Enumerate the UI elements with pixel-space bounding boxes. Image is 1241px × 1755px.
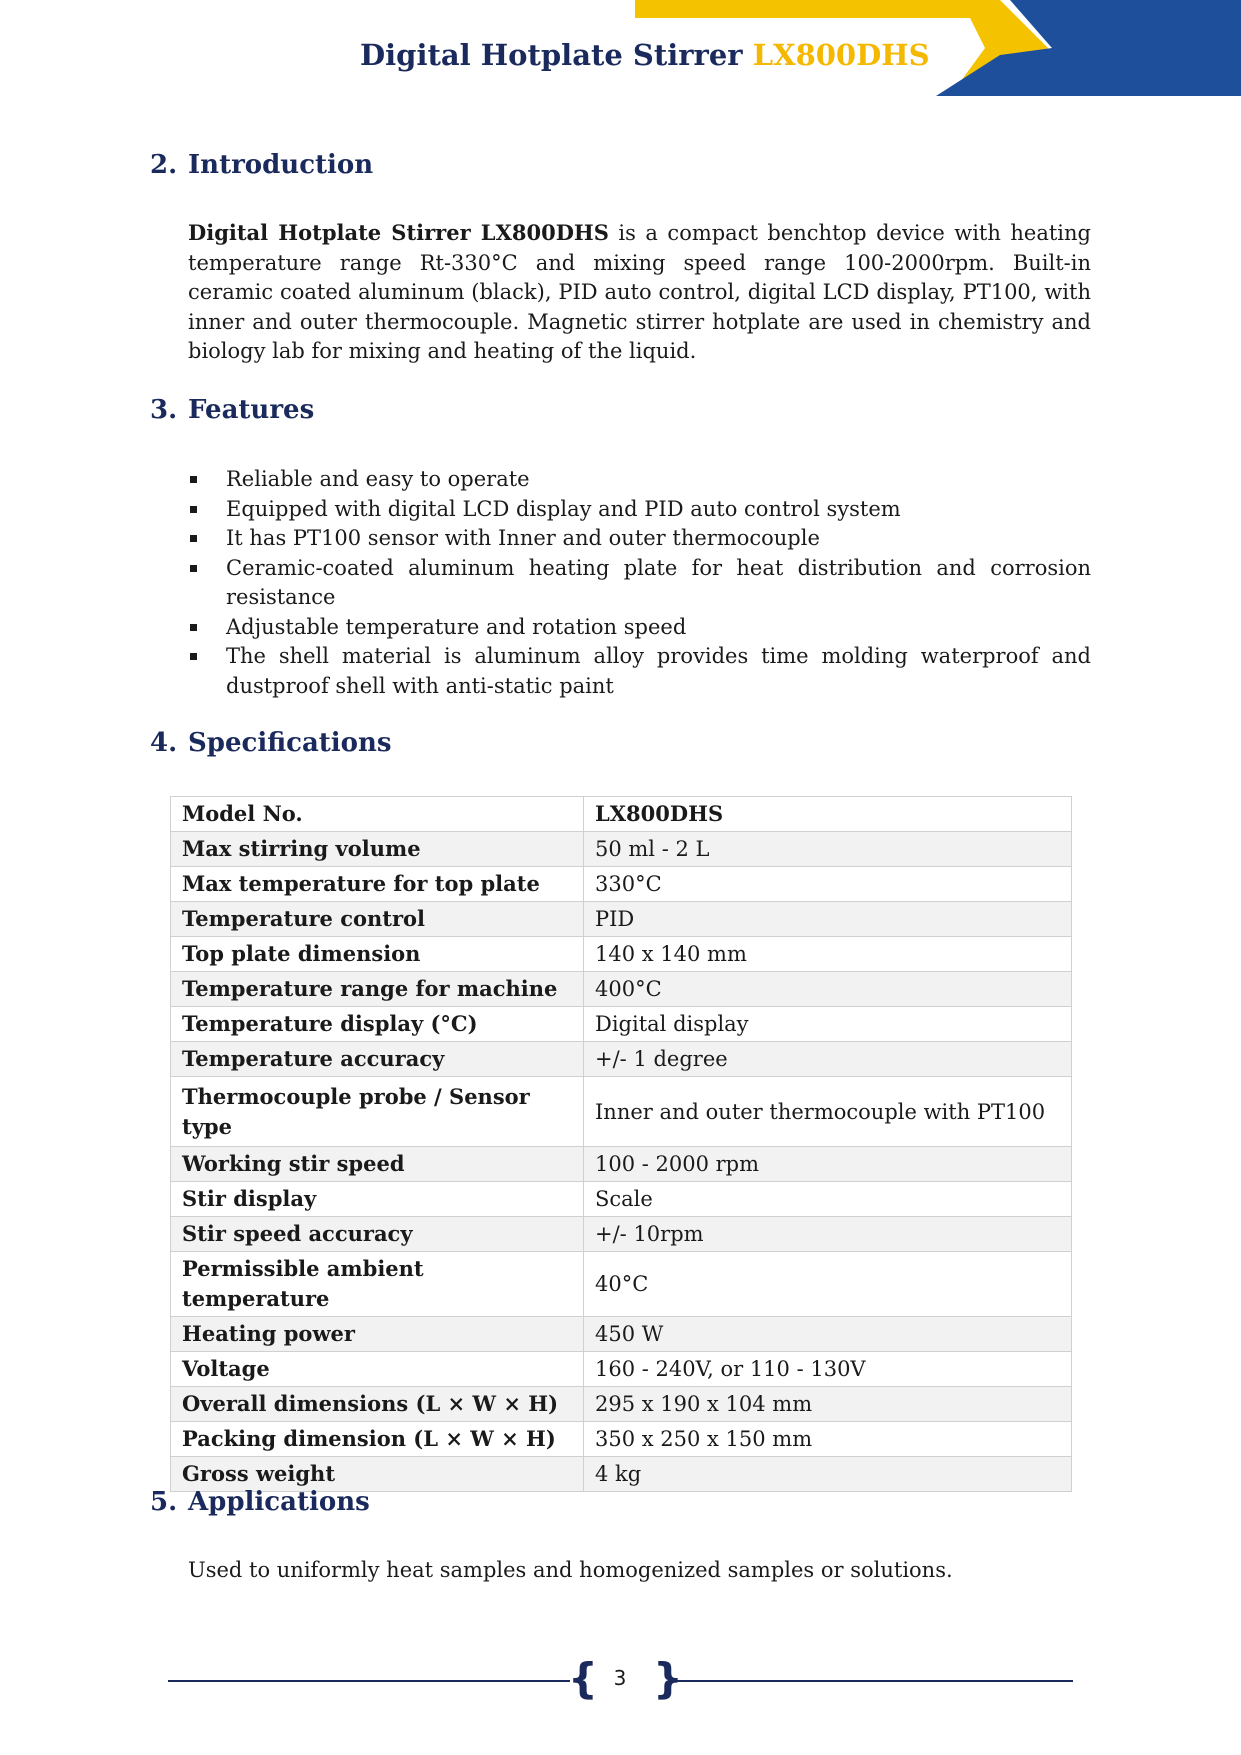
spec-key: Working stir speed [171,1147,584,1182]
footer-bracket-right: } [653,1654,683,1703]
spec-value: Inner and outer thermocouple with PT100 [584,1077,1072,1147]
spec-value: 140 x 140 mm [584,937,1072,972]
spec-key: Max stirring volume [171,832,584,867]
spec-value: Scale [584,1182,1072,1217]
section-number: 5. [150,1487,178,1517]
spec-value: 100 - 2000 rpm [584,1147,1072,1182]
spec-key: Stir speed accuracy [171,1217,584,1252]
table-row [171,1217,1072,1252]
section-heading-features [150,395,314,425]
table-row [171,1007,1072,1042]
spec-value: 40°C [584,1252,1072,1317]
spec-key: Temperature range for machine [171,972,584,1007]
section-heading-specifications [150,728,392,758]
spec-value: 50 ml - 2 L [584,832,1072,867]
spec-key: Temperature accuracy [171,1042,584,1077]
spec-key: Model No. [171,797,584,832]
table-row [171,1387,1072,1422]
specifications-table [170,796,1072,1492]
spec-key: Heating power [171,1317,584,1352]
table-row [171,832,1072,867]
spec-key: Top plate dimension [171,937,584,972]
table-row [171,867,1072,902]
section-number: 4. [150,728,178,758]
page-number: 3 [613,1666,627,1690]
spec-value: Digital display [584,1007,1072,1042]
title-model: LX800DHS [752,38,930,72]
spec-value: 350 x 250 x 150 mm [584,1422,1072,1457]
feature-item: It has PT100 sensor with Inner and outer thermocouple [188,524,1091,554]
feature-item: Adjustable temperature and rotation speed [188,613,1091,643]
spec-value: 400°C [584,972,1072,1007]
spec-key: Temperature control [171,902,584,937]
spec-value: PID [584,902,1072,937]
footer-rule-right [668,1680,1073,1682]
section-number: 3. [150,395,178,425]
introduction-lead: Digital Hotplate Stirrer LX800DHS [188,220,609,245]
features-list [188,465,1091,701]
spec-key: Packing dimension (L × W × H) [171,1422,584,1457]
section-title: Features [188,395,315,425]
table-row [171,1422,1072,1457]
table-row [171,1352,1072,1387]
section-number: 2. [150,150,178,180]
introduction-text: is a compact benchtop device with heating temperature range Rt-330°C and mixing speed range 100-2000rpm. Built-in ceramic coated aluminum (black), PID auto control, digital LCD display, PT100, with inner and outer thermocouple. Magnetic stirrer hotplate are used in chemistry and biology lab for mixing and heating of the liquid. [188,221,1091,363]
section-title: Applications [188,1487,370,1517]
section-heading-applications [150,1487,370,1517]
document-title [360,38,930,72]
spec-value: 450 W [584,1317,1072,1352]
spec-value: LX800DHS [584,797,1072,832]
table-row [171,1147,1072,1182]
spec-key: Gross weight [171,1457,584,1492]
introduction-paragraph [188,218,1091,367]
section-title: Specifications [188,728,392,758]
table-row [171,937,1072,972]
feature-item: Reliable and easy to operate [188,465,1091,495]
spec-value: 330°C [584,867,1072,902]
table-row [171,1252,1072,1317]
spec-value: +/- 1 degree [584,1042,1072,1077]
applications-paragraph: Used to uniformly heat samples and homogenized samples or solutions. [188,1558,953,1582]
spec-key: Permissible ambient temperature [171,1252,584,1317]
table-row [171,797,1072,832]
title-main: Digital Hotplate Stirrer [360,38,743,72]
spec-key: Temperature display (°C) [171,1007,584,1042]
table-row [171,1317,1072,1352]
spec-value: +/- 10rpm [584,1217,1072,1252]
feature-item: Ceramic-coated aluminum heating plate for heat distribution and corrosion resistance [188,554,1091,613]
footer-bracket-left: { [568,1654,598,1703]
spec-value: 4 kg [584,1457,1072,1492]
table-row [171,972,1072,1007]
table-row [171,1077,1072,1147]
spec-key: Max temperature for top plate [171,867,584,902]
spec-key: Thermocouple probe / Sensor type [171,1077,584,1147]
spec-value: 160 - 240V, or 110 - 130V [584,1352,1072,1387]
spec-key: Overall dimensions (L × W × H) [171,1387,584,1422]
section-title: Introduction [188,150,374,180]
feature-item: Equipped with digital LCD display and PID auto control system [188,495,1091,525]
spec-key: Voltage [171,1352,584,1387]
table-row [171,1182,1072,1217]
footer-rule-left [168,1680,570,1682]
section-heading-introduction [150,150,373,180]
table-row [171,1042,1072,1077]
spec-key: Stir display [171,1182,584,1217]
feature-item: The shell material is aluminum alloy provides time molding waterproof and dustproof shell with anti-static paint [188,642,1091,701]
spec-value: 295 x 190 x 104 mm [584,1387,1072,1422]
table-row [171,902,1072,937]
